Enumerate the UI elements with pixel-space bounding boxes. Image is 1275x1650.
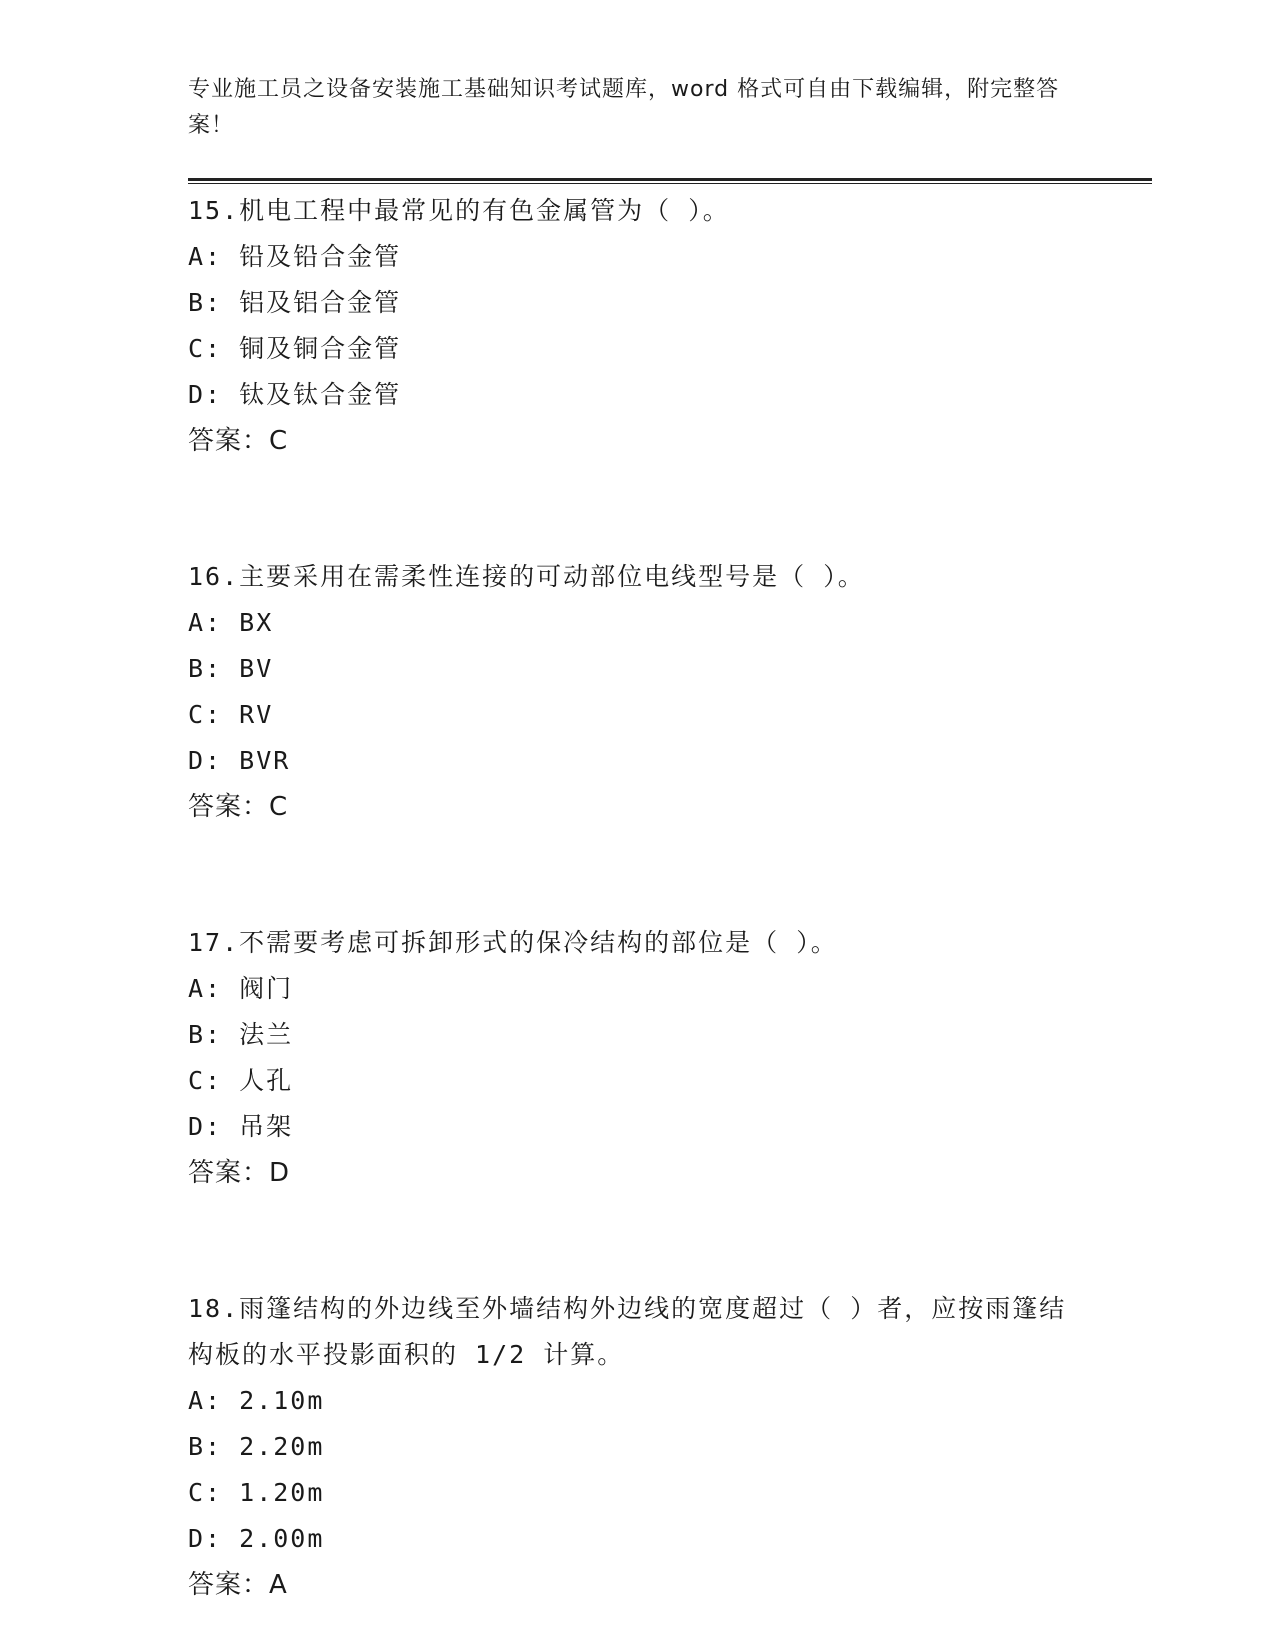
option-c: C: 人孔 xyxy=(188,1066,294,1095)
option-a: A: 阀门 xyxy=(188,974,294,1003)
option-c: C: RV xyxy=(188,700,274,729)
answer-line: 答案：C xyxy=(188,792,289,822)
option-list xyxy=(188,1378,1088,1562)
option-list xyxy=(188,966,1088,1150)
option-b: B: 铝及铝合金管 xyxy=(188,288,402,317)
option-a: A: 2.10m xyxy=(188,1386,325,1415)
answer-line: 答案：C xyxy=(188,426,289,456)
question-stem: 16.主要采用在需柔性连接的可动部位电线型号是（ ）。 xyxy=(188,562,865,591)
answer-line: 答案：A xyxy=(188,1570,288,1600)
question-15 xyxy=(188,188,1088,464)
answer-line: 答案：D xyxy=(188,1158,291,1188)
question-stem: 18.雨篷结构的外边线至外墙结构外边线的宽度超过（ ）者，应按雨篷结构板的水平投影面积的 1/2 计算。 xyxy=(188,1294,1067,1369)
option-d: D: BVR xyxy=(188,746,291,775)
question-17 xyxy=(188,920,1088,1196)
header-divider-thin xyxy=(188,183,1152,184)
question-stem: 15.机电工程中最常见的有色金属管为（ ）。 xyxy=(188,196,730,225)
option-d: D: 吊架 xyxy=(188,1112,294,1141)
question-16 xyxy=(188,554,1088,830)
option-d: D: 钛及钛合金管 xyxy=(188,380,402,409)
option-b: B: 法兰 xyxy=(188,1020,294,1049)
option-c: C: 1.20m xyxy=(188,1478,325,1507)
document-header: 专业施工员之设备安装施工基础知识考试题库，word 格式可自由下载编辑，附完整答案！ xyxy=(188,77,1060,138)
option-a: A: 铅及铅合金管 xyxy=(188,242,402,271)
option-c: C: 铜及铜合金管 xyxy=(188,334,402,363)
question-18 xyxy=(188,1286,1088,1608)
question-list xyxy=(188,188,1088,1608)
option-b: B: BV xyxy=(188,654,274,683)
option-list xyxy=(188,600,1088,784)
option-list xyxy=(188,234,1088,418)
question-stem: 17.不需要考虑可拆卸形式的保冷结构的部位是（ ）。 xyxy=(188,928,838,957)
option-d: D: 2.00m xyxy=(188,1524,325,1553)
option-a: A: BX xyxy=(188,608,274,637)
header-divider-thick xyxy=(188,178,1152,181)
option-b: B: 2.20m xyxy=(188,1432,325,1461)
